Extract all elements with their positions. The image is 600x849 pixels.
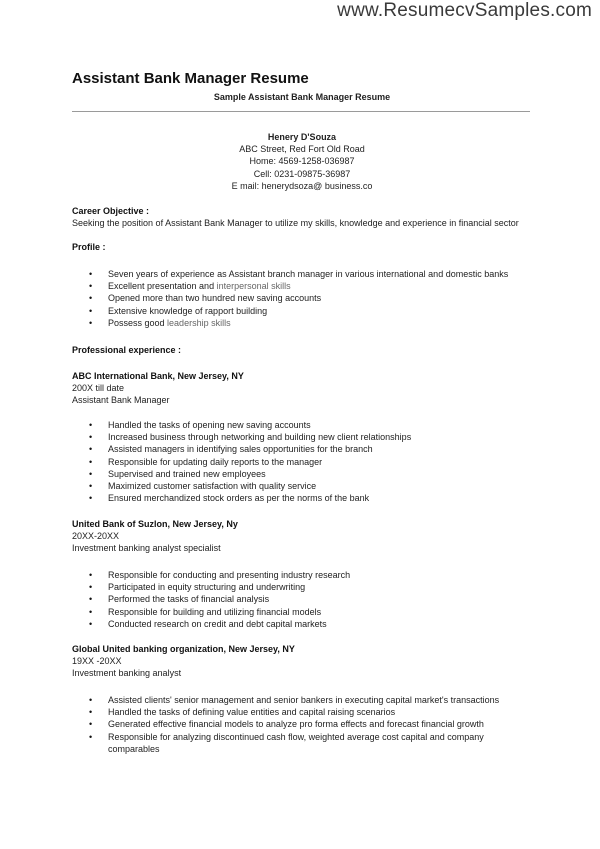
job-company: United Bank of Suzlon, New Jersey, Ny (72, 519, 238, 529)
contact-cell-phone: Cell: 0231-09875-36987 (253, 168, 351, 179)
contact-home-phone: Home: 4569-1258-036987 (249, 156, 355, 167)
list-item: • Assisted clients' senior management and senior bankers in executing capital market's transactions (72, 694, 512, 706)
list-item: • Performed the tasks of financial analysis (72, 593, 512, 605)
contact-street: ABC Street, Red Fort Old Road (239, 144, 365, 155)
list-item: • Participated in equity structuring and underwriting (72, 581, 512, 593)
job-dates: 20XX-20XX (72, 531, 120, 542)
list-item: • Opened more than two hundred new saving accounts (72, 292, 512, 304)
list-item: • Ensured merchandized stock orders as per the norms of the bank (72, 492, 512, 504)
job-dates: 200X till date (72, 383, 125, 394)
page-title: Assistant Bank Manager Resume (72, 70, 309, 87)
list-item: • Responsible for conducting and presenting industry research (72, 569, 512, 581)
job-header (72, 518, 238, 555)
job-dates: 19XX -20XX (72, 656, 122, 667)
profile-list (72, 268, 512, 329)
list-item: • Increased business through networking and building new client relationships (72, 431, 512, 443)
list-item: • Possess good leadership skills (72, 317, 512, 329)
job-role: Investment banking analyst (72, 668, 182, 679)
job-header (72, 370, 244, 407)
career-objective-heading: Career Objective : (72, 206, 150, 216)
list-item: • Responsible for building and utilizing financial models (72, 606, 512, 618)
contact-name: Henery D'Souza (267, 132, 337, 142)
career-objective-text: Seeking the position of Assistant Bank Manager to utilize my skills, knowledge and experience in financial sector (72, 218, 519, 228)
list-item: • Seven years of experience as Assistant branch manager in various international and domestic banks (72, 268, 512, 280)
job-company: ABC International Bank, New Jersey, NY (72, 371, 244, 381)
job-duties-list (72, 694, 512, 755)
list-item: • Handled the tasks of defining value entities and capital raising scenarios (72, 706, 512, 718)
list-item: • Responsible for analyzing discontinued cash flow, weighted average cost capital and company comparables (72, 731, 512, 755)
profile-heading: Profile : (72, 242, 106, 252)
experience-heading: Professional experience : (72, 345, 182, 355)
list-item: • Conducted research on credit and debt capital markets (72, 618, 512, 630)
contact-block (72, 131, 532, 192)
site-watermark: www.ResumecvSamples.com (337, 0, 592, 21)
job-duties-list (72, 419, 512, 504)
job-header (72, 643, 295, 680)
list-item: • Excellent presentation and interpersonal skills (72, 280, 512, 292)
header-divider (72, 111, 530, 112)
job-company: Global United banking organization, New Jersey, NY (72, 644, 295, 654)
job-role: Investment banking analyst specialist (72, 543, 221, 554)
page-subtitle: Sample Assistant Bank Manager Resume (213, 92, 391, 102)
list-item: • Responsible for updating daily reports to the manager (72, 456, 512, 468)
list-item: • Handled the tasks of opening new saving accounts (72, 419, 512, 431)
job-role: Assistant Bank Manager (72, 395, 170, 406)
list-item: • Supervised and trained new employees (72, 468, 512, 480)
list-item: • Extensive knowledge of rapport building (72, 305, 512, 317)
contact-email: E mail: henerydsoza@ business.co (231, 180, 373, 191)
list-item: • Generated effective financial models to analyze pro forma effects and forecast financial growth (72, 718, 512, 730)
job-duties-list (72, 569, 512, 630)
list-item: • Assisted managers in identifying sales opportunities for the branch (72, 443, 512, 455)
list-item: • Maximized customer satisfaction with quality service (72, 480, 512, 492)
